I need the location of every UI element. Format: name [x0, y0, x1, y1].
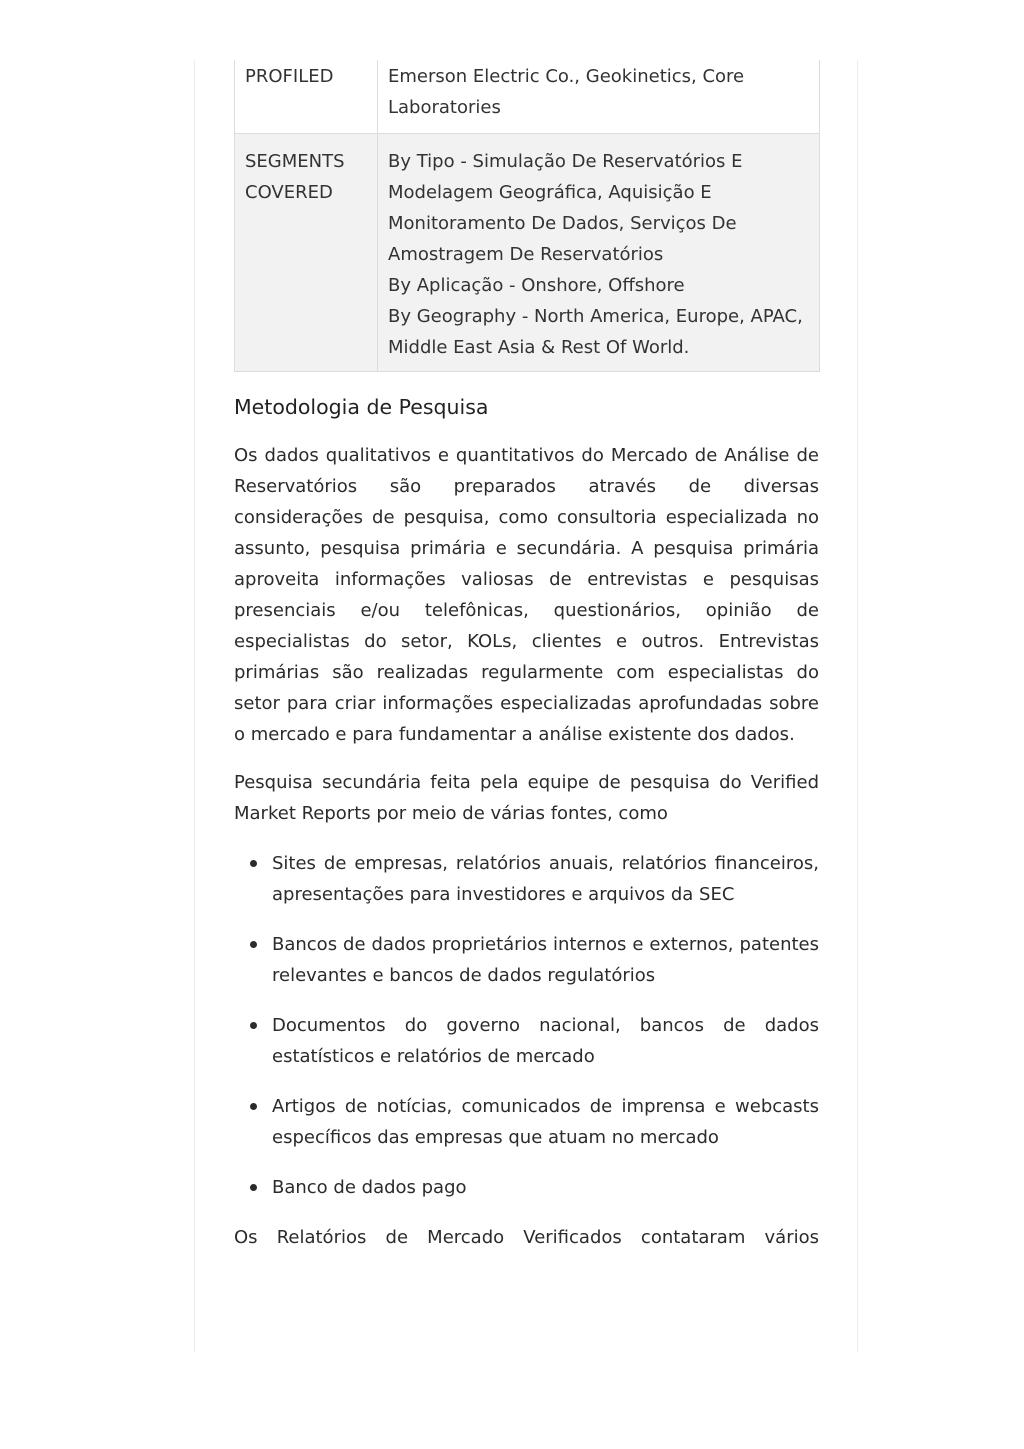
list-item-text: Banco de dados pago: [272, 1177, 467, 1198]
table-key-cell: SEGMENTS COVERED: [235, 134, 378, 372]
list-item: [272, 1172, 819, 1203]
report-content: [234, 60, 819, 1253]
table-row: [235, 134, 820, 372]
bullet-icon: [250, 941, 257, 948]
section-heading: Metodologia de Pesquisa: [234, 395, 489, 419]
list-item-text: Sites de empresas, relatórios anuais, relatórios financeiros, apresentações para investidores e arquivos da SEC: [272, 853, 819, 905]
bullet-icon: [250, 1103, 257, 1110]
table-value-line: By Tipo - Simulação De Reservatórios E Modelagem Geográfica, Aquisição E Monitoramento De Dados, Serviços De Amostragem De Reservatórios: [388, 151, 743, 265]
list-item-text: Bancos de dados proprietários internos e externos, patentes relevantes e bancos de dados regulatórios: [272, 934, 819, 986]
table-value-line: Emerson Electric Co., Geokinetics, Core Laboratories: [388, 66, 745, 118]
list-item: [272, 848, 819, 910]
table-value-cell: [378, 134, 820, 372]
bullet-icon: [250, 1184, 257, 1191]
contact-paragraph: Os Relatórios de Mercado Verificados contataram vários: [234, 1227, 819, 1248]
sources-list: [234, 848, 819, 1203]
document-page: [194, 60, 858, 1352]
table-value-line: By Aplicação - Onshore, Offshore: [388, 275, 685, 296]
bullet-icon: [250, 860, 257, 867]
list-item: [272, 929, 819, 991]
table-value-cell: [378, 60, 820, 134]
report-spec-table: [234, 60, 820, 372]
table-key-cell: PROFILED: [235, 60, 378, 134]
methodology-paragraph: Os dados qualitativos e quantitativos do Mercado de Análise de Reservatórios são preparados através de diversas considerações de pesquisa, como consultoria especializada no assunto, pesquisa primária e secundária. A pesquisa primária aproveita informações valiosas de entrevistas e pesquisas presenciais e/ou telefônicas, questionários, opinião de especialistas do setor, KOLs, clientes e outros. Entrevistas primárias são realizadas regularmente com especialistas do setor para criar informações especializadas aprofundadas sobre o mercado e para fundamentar a análise existente dos dados.: [234, 445, 819, 745]
secondary-research-paragraph: Pesquisa secundária feita pela equipe de pesquisa do Verified Market Reports por meio de várias fontes, como: [234, 772, 819, 824]
table-value-line: By Geography - North America, Europe, APAC, Middle East Asia & Rest Of World.: [388, 306, 803, 358]
list-item: [272, 1091, 819, 1153]
table-row: [235, 60, 820, 134]
list-item-text: Documentos do governo nacional, bancos de dados estatísticos e relatórios de mercado: [272, 1015, 819, 1067]
list-item-text: Artigos de notícias, comunicados de imprensa e webcasts específicos das empresas que atuam no mercado: [272, 1096, 819, 1148]
list-item: [272, 1010, 819, 1072]
bullet-icon: [250, 1022, 257, 1029]
